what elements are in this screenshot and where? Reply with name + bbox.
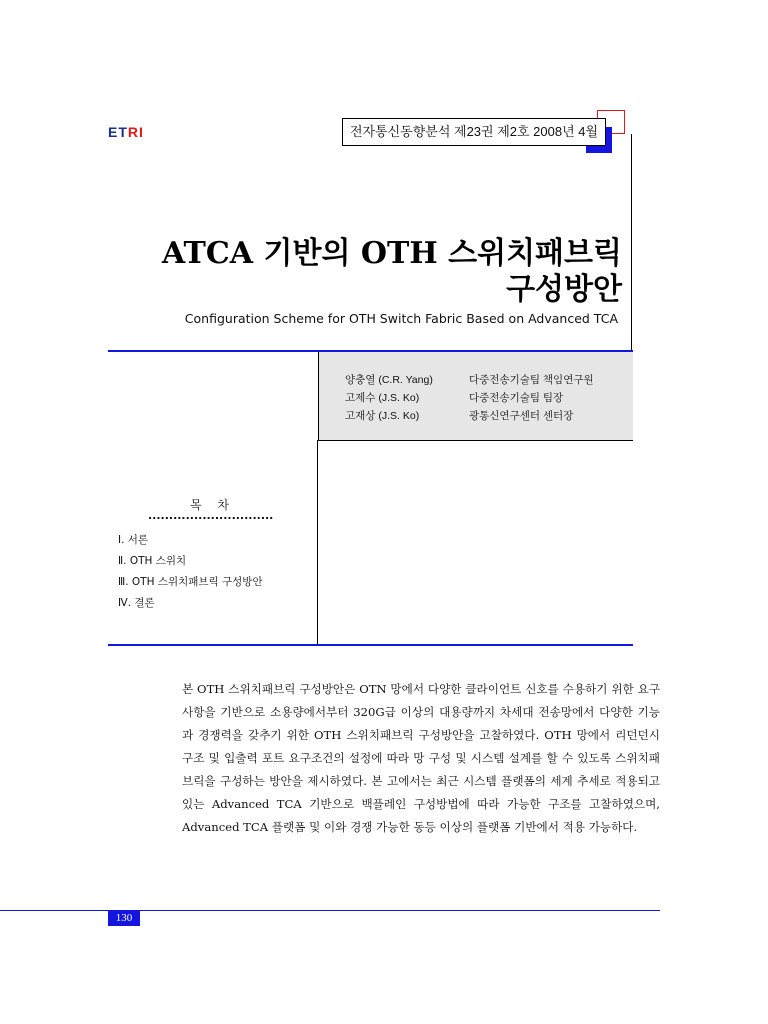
title-line-1: ATCA 기반의 OTH 스위치패브릭 [161, 236, 622, 271]
author-row [345, 408, 574, 423]
logo-main-text: ET [108, 124, 128, 140]
journal-info: 전자통신동향분석 제23권 제2호 2008년 4월 [342, 118, 606, 146]
english-subtitle: Configuration Scheme for OTH Switch Fabric Based on Advanced TCA [184, 311, 618, 326]
paper-title [162, 236, 622, 308]
etri-logo [108, 124, 144, 140]
author-name: 고재상 (J.S. Ko) [345, 410, 420, 422]
author-row [345, 372, 594, 387]
page-number: 130 [108, 910, 140, 926]
author-box [318, 352, 633, 441]
author-name: 양충열 (C.R. Yang) [345, 374, 433, 386]
author-affiliation: 다중전송기술팀 팀장 [469, 392, 564, 404]
bottom-rule [108, 644, 633, 646]
toc-dotted-rule: .............................. [148, 512, 274, 520]
author-name: 고제수 (J.S. Ko) [345, 392, 420, 404]
toc-item: Ⅰ. 서론 [118, 534, 149, 546]
toc-item: Ⅲ. OTH 스위치패브릭 구성방안 [118, 576, 263, 588]
middle-divider [317, 440, 318, 645]
abstract-text: 본 OTH 스위치패브릭 구성방안은 OTN 망에서 다양한 클라이언트 신호를 수용하기 위한 요구사항을 기반으로 소용량에서부터 320G급 이상의 대용량까지 차세대 전송망에서 다양한 기능과 경쟁력을 갖추기 위한 OTH 스위치패브릭 구성방안을 고찰하였다. OTH 망에서 리던던시 구조 및 입출력 포트 요구조건의 설정에 따라 망 구성 및 시스템 설계를 할 수 있도록 스위치패브릭을 구성하는 방안을 제시하였다. 본 고에서는 최근 시스템 플랫폼의 세계 추세로 적용되고 있는 Advanced TCA 기반으로 백플레인 구성방법에 따라 가능한 구조를 고찰하였으며, Advanced TCA 플랫폼 및 이와 경쟁 가능한 동등 이상의 플랫폼 기반에서 적용 가능하다. [182, 682, 660, 834]
toc-item: Ⅱ. OTH 스위치 [118, 555, 187, 567]
toc-list [118, 530, 263, 614]
footer-rule [0, 910, 660, 911]
logo-accent-text: RI [127, 124, 144, 140]
title-line-2: 구성방안 [506, 272, 622, 307]
toc-item: Ⅳ. 결론 [118, 597, 155, 609]
author-affiliation: 다중전송기술팀 책임연구원 [469, 374, 594, 386]
author-row [345, 390, 564, 405]
toc-title: 목 차 [190, 498, 235, 512]
author-affiliation: 광통신연구센터 센터장 [469, 410, 574, 422]
